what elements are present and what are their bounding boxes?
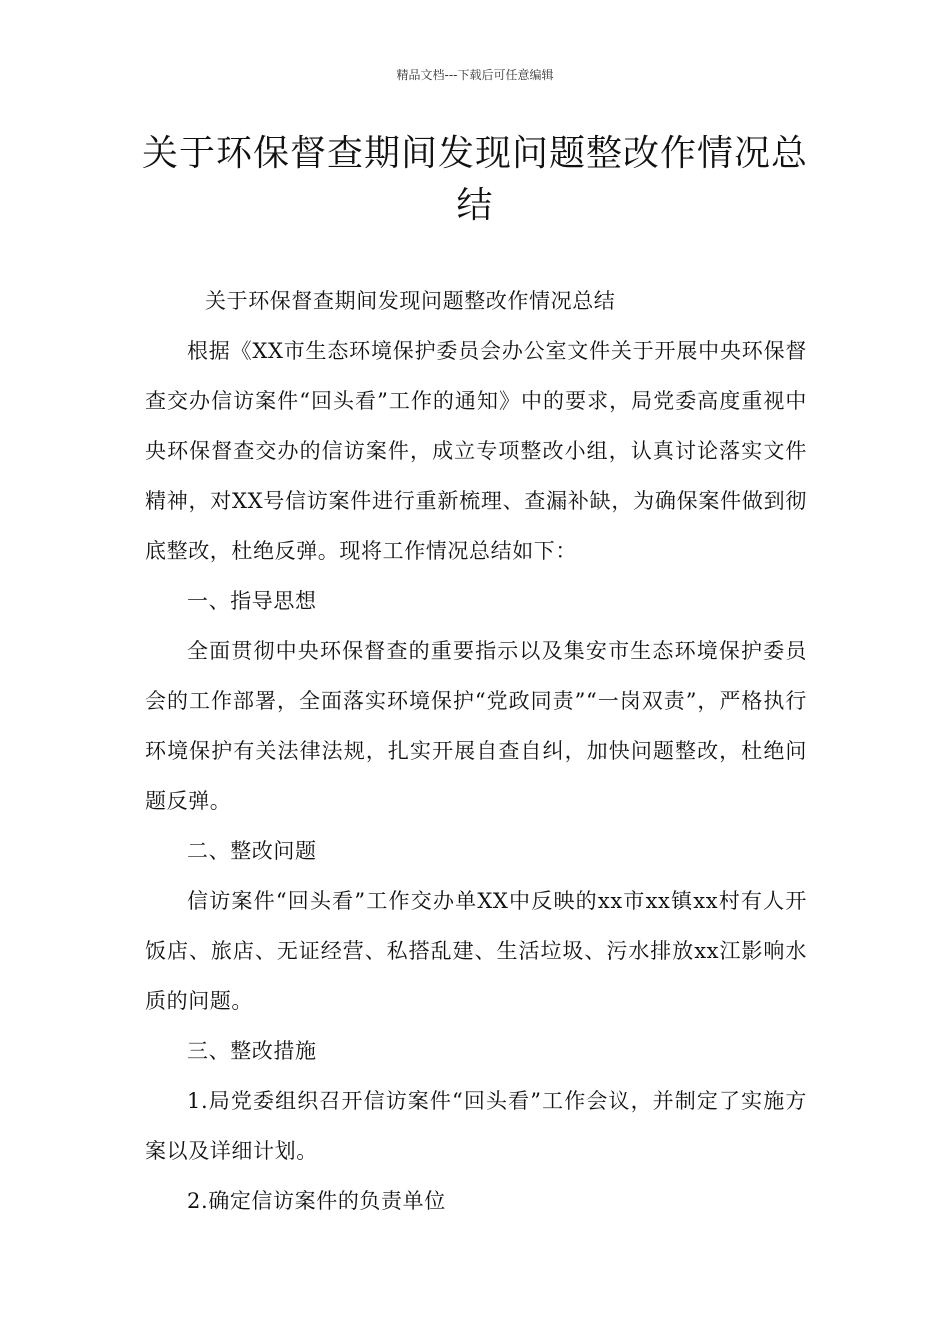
header-note: 精品文档---下载后可任意编辑 [396,68,554,82]
section-heading-guiding-thought: 一、指导思想 [187,589,317,613]
measure-item-2: 2.确定信访案件的负责单位 [187,1189,446,1213]
document-body [145,276,807,1226]
intro-paragraph: 根据《XX市生态环境保护委员会办公室文件关于开展中央环保督查交办信访案件“回头看”工作的通知》中的要求，局党委高度重视中央环保督查交办的信访案件，成立专项整改小组，认真讨论落实文件精神，对XX号信访案件进行重新梳理、查漏补缺，为确保案件做到彻底整改，杜绝反弹。现将工作情况总结如下： [145,339,807,563]
section-heading-measures: 三、整改措施 [187,1039,317,1063]
guiding-thought-paragraph: 全面贯彻中央环保督查的重要指示以及集安市生态环境保护委员会的工作部署，全面落实环境保护“党政同责”“一岗双责”，严格执行环境保护有关法律法规，扎实开展自查自纠，加快问题整改，杜绝问题反弹。 [145,639,807,813]
problems-paragraph: 信访案件“回头看”工作交办单XX中反映的xx市xx镇xx村有人开饭店、旅店、无证经营、私搭乱建、生活垃圾、污水排放xx江影响水质的问题。 [145,889,807,1013]
subtitle-paragraph: 关于环保督查期间发现问题整改作情况总结 [205,289,616,313]
section-heading-problems: 二、整改问题 [187,839,317,863]
document-title: 关于环保督查期间发现问题整改作情况总结 [141,133,808,226]
measure-item-1: 1.局党委组织召开信访案件“回头看”工作会议，并制定了实施方案以及详细计划。 [145,1089,807,1163]
